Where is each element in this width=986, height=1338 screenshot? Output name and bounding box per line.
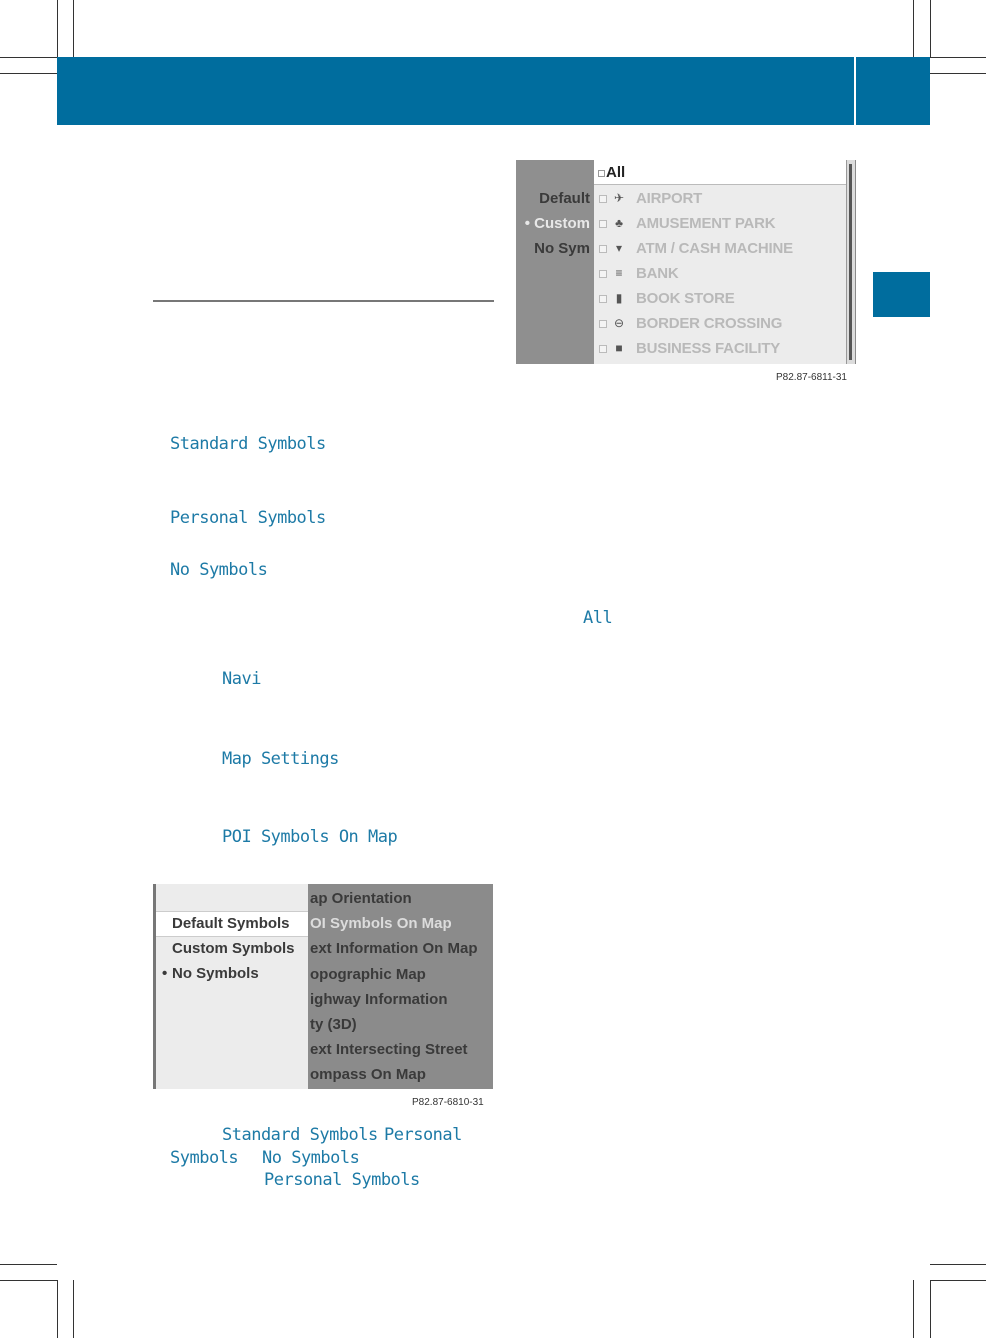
map-settings-menu-item[interactable]: ty (3D) xyxy=(310,1016,357,1033)
poi-category-label: BORDER CROSSING xyxy=(636,315,783,332)
symbol-popup xyxy=(153,884,308,1089)
airport-icon: ✈ xyxy=(613,191,625,205)
poi-category-list xyxy=(594,160,852,364)
term-standard-symbols: Standard Symbols xyxy=(170,434,326,454)
bottom-term-personal-symbols: Personal Symbols xyxy=(264,1170,420,1190)
poi-category-row[interactable] xyxy=(594,286,846,311)
scrollbar[interactable] xyxy=(846,160,855,364)
bottom-term-personal: Personal xyxy=(384,1125,462,1145)
symbol-type-column xyxy=(516,160,594,364)
poi-category-label: AMUSEMENT PARK xyxy=(636,215,776,232)
checkbox-icon[interactable] xyxy=(599,320,607,328)
crop-mark xyxy=(0,1264,57,1265)
term-map-settings: Map Settings xyxy=(222,749,339,769)
checkbox-icon[interactable] xyxy=(599,345,607,353)
checkbox-icon[interactable] xyxy=(599,195,607,203)
option-custom[interactable]: • Custom xyxy=(524,215,590,232)
poi-category-row[interactable] xyxy=(594,311,846,336)
bottom-term-no-symbols: No Symbols xyxy=(262,1148,360,1168)
crop-mark xyxy=(0,57,57,58)
bottom-term-symbols: Symbols xyxy=(170,1148,239,1168)
map-settings-menu-item[interactable]: opographic Map xyxy=(310,965,426,983)
poi-list-screenshot xyxy=(516,160,856,364)
poi-category-row[interactable] xyxy=(594,211,846,236)
crop-mark xyxy=(0,73,57,74)
bank-icon: ≡ xyxy=(615,266,623,280)
business-facility-icon: ■ xyxy=(615,341,623,355)
popup-item-default-symbols[interactable]: Default Symbols xyxy=(172,915,290,932)
map-settings-screenshot xyxy=(153,884,493,1089)
amusement-park-icon: ♣ xyxy=(615,216,623,230)
map-settings-menu-item[interactable]: ext Intersecting Street xyxy=(310,1041,468,1059)
poi-category-row[interactable] xyxy=(594,236,846,261)
crop-mark xyxy=(930,0,931,57)
crop-mark xyxy=(930,1280,931,1338)
crop-mark xyxy=(913,1280,914,1338)
border-crossing-icon: ⊖ xyxy=(613,316,625,330)
crop-mark xyxy=(913,0,914,57)
selected-bullet: • xyxy=(162,965,168,982)
poi-category-row[interactable] xyxy=(594,261,846,286)
term-personal-symbols: Personal Symbols xyxy=(170,508,326,528)
checkbox-icon[interactable] xyxy=(599,295,607,303)
header-band xyxy=(57,57,930,125)
checkbox-icon xyxy=(598,170,605,177)
map-settings-menu-item[interactable]: ighway Information xyxy=(310,990,448,1008)
crop-mark xyxy=(73,1280,74,1338)
figure-caption-1: P82.87-6811-31 xyxy=(776,372,847,383)
option-no-symbols[interactable]: No Sym xyxy=(534,240,590,257)
popup-item-custom-symbols[interactable]: Custom Symbols xyxy=(172,940,295,957)
poi-category-row[interactable] xyxy=(594,336,846,361)
all-row[interactable] xyxy=(594,160,846,185)
term-navi: Navi xyxy=(222,669,261,689)
poi-category-label: AIRPORT xyxy=(636,190,703,207)
term-poi-symbols-on-map: POI Symbols On Map xyxy=(222,827,398,847)
crop-mark xyxy=(57,0,58,57)
bottom-term-standard-symbols: Standard Symbols xyxy=(222,1125,378,1145)
map-settings-menu-item[interactable]: ap Orientation xyxy=(310,890,412,907)
book-store-icon: ▮ xyxy=(615,291,623,305)
map-settings-menu xyxy=(308,884,493,1089)
all-label: All xyxy=(606,164,626,181)
poi-category-label: BANK xyxy=(636,265,679,282)
term-all: All xyxy=(583,608,613,628)
crop-mark xyxy=(57,1280,58,1338)
poi-category-row[interactable] xyxy=(594,186,846,211)
map-settings-menu-item[interactable]: OI Symbols On Map xyxy=(310,915,452,933)
crop-mark xyxy=(930,73,986,74)
checkbox-icon[interactable] xyxy=(599,220,607,228)
poi-category-label: ATM / CASH MACHINE xyxy=(636,240,793,257)
figure-caption-2: P82.87-6810-31 xyxy=(412,1097,484,1108)
crop-mark xyxy=(930,1264,986,1265)
option-default[interactable]: Default xyxy=(539,190,590,207)
header-separator xyxy=(854,57,856,125)
checkbox-icon[interactable] xyxy=(599,270,607,278)
term-no-symbols: No Symbols xyxy=(170,560,268,580)
poi-category-label: BOOK STORE xyxy=(636,290,735,307)
crop-mark xyxy=(73,0,74,57)
crop-mark xyxy=(930,57,986,58)
map-settings-menu-item[interactable]: ext Information On Map xyxy=(310,940,478,958)
popup-item-no-symbols[interactable]: No Symbols xyxy=(172,965,259,982)
crop-mark xyxy=(930,1280,986,1281)
crop-mark xyxy=(0,1280,57,1281)
poi-category-label: BUSINESS FACILITY xyxy=(636,340,781,357)
scrollbar-thumb[interactable] xyxy=(849,164,852,360)
map-settings-menu-item[interactable]: ompass On Map xyxy=(310,1066,426,1084)
checkbox-icon[interactable] xyxy=(599,245,607,253)
atm-icon: ▾ xyxy=(615,241,623,255)
section-rule xyxy=(153,300,494,302)
chapter-tab xyxy=(873,272,930,317)
